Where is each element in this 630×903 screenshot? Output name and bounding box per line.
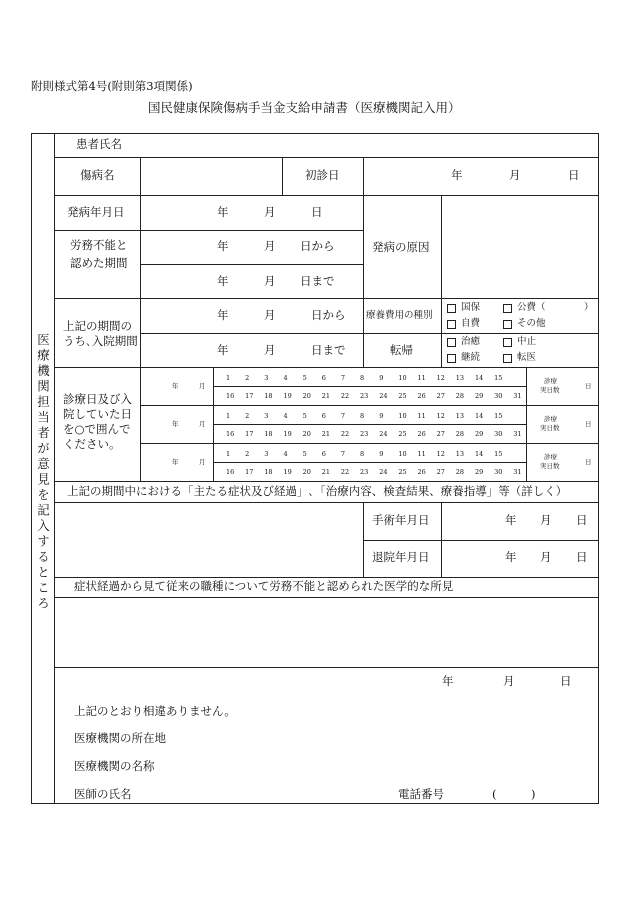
calendar-day[interactable]: 30 [494,430,503,438]
calendar-day[interactable]: 18 [264,468,273,476]
discharge-year: 年 [505,550,517,564]
surgery-year: 年 [505,513,517,527]
patient-name-label: 患者氏名 [76,137,122,151]
inpatient-label-2: うち､入院期間 [63,334,138,348]
calendar-day[interactable]: 24 [379,430,388,438]
certify-text: 上記のとおり相違ありません。 [74,704,236,718]
calendar-day[interactable]: 3 [264,450,269,458]
sign-year: 年 [442,674,454,688]
calendar-day[interactable]: 21 [321,430,331,438]
calendar-day[interactable]: 21 [321,392,331,400]
calendar-day[interactable]: 5 [302,412,307,420]
calendar-day[interactable]: 8 [360,450,365,458]
calendar-day[interactable]: 17 [245,468,254,476]
calendar-day[interactable]: 27 [436,430,445,438]
calendar-day[interactable]: 25 [398,430,407,438]
calendar-day[interactable]: 26 [417,430,426,438]
calendar-day[interactable]: 18 [264,392,273,400]
cost-kouhi-close: ） [584,302,594,313]
calendar-day[interactable]: 22 [340,430,350,438]
calendar-day[interactable]: 22 [340,392,350,400]
calendar-day[interactable]: 28 [455,392,465,400]
medical-opinion-field[interactable] [55,598,598,667]
cost-kokuho-checkbox[interactable] [447,304,456,313]
institution-address-label: 医療機関の所在地 [74,731,166,745]
work-from-month: 月 [264,239,276,253]
visit-days-label-3: を○で囲んで [63,422,131,436]
cause-of-onset-label: 発病の原因 [372,240,430,254]
calendar-day[interactable]: 27 [436,392,445,400]
visit-days-label-4: ください。 [63,437,121,451]
calendar-day[interactable]: 1 [226,412,231,420]
surgery-month: 月 [540,513,552,527]
calendar-day[interactable]: 18 [264,430,273,438]
calendar-day[interactable]: 8 [360,412,365,420]
calendar-day[interactable]: 12 [436,374,445,382]
side-label: 医療機関担当者が意見を記入するところ [35,333,51,612]
surgery-date-field[interactable] [442,503,598,540]
sign-month: 月 [503,674,515,688]
calendar-day[interactable]: 7 [340,374,346,382]
injury-name-label: 傷病名 [80,168,115,182]
calendar-month-label: 月 [199,420,206,428]
cost-kokuho-label: 国保 [461,302,481,313]
calendar-day[interactable]: 6 [321,374,326,382]
work-from-year: 年 [217,239,229,253]
sign-day: 日 [560,674,572,688]
work-until-day: 日まで [300,274,335,288]
first-visit-month: 月 [509,168,521,182]
outcome-continuing-label: 継続 [461,352,481,363]
medical-opinion-label: 症状経過から見て従来の職種について労務不能と認められた医学的な所見 [74,579,454,593]
calendar-day[interactable]: 15 [494,450,503,458]
clinical-days-unit: 日 [585,382,592,390]
calendar-day[interactable]: 28 [455,468,465,476]
calendar-day[interactable]: 2 [245,374,250,382]
calendar-year-label: 年 [172,382,179,390]
cost-jihi-checkbox[interactable] [447,320,456,329]
calendar-day[interactable]: 24 [379,392,388,400]
clinical-days-unit: 日 [585,420,592,428]
calendar-day[interactable]: 13 [455,412,465,420]
clinical-days-label: 実日数 [540,424,560,432]
inpatient-label-1: 上記の期間の [63,319,132,333]
visit-days-label-1: 診療日及び入 [63,392,132,406]
calendar-day[interactable]: 29 [474,392,484,400]
calendar-day[interactable]: 13 [455,450,465,458]
calendar-month-label: 月 [199,458,206,466]
calendar-day[interactable]: 11 [417,450,426,458]
calendar-day[interactable]: 20 [302,392,311,400]
calendar-day[interactable]: 29 [474,430,484,438]
outcome-label: 転帰 [390,343,413,357]
calendar-day[interactable]: 7 [340,450,346,458]
outcome-stopped-checkbox[interactable] [503,338,512,347]
calendar-day[interactable]: 1 [226,374,231,382]
clinical-days-unit: 日 [585,458,592,466]
form-title: 国民健康保険傷病手当金支給申請書（医療機関記入用） [148,100,461,115]
outcome-transfer-checkbox[interactable] [503,354,512,363]
phone-parens: ( ) [492,787,536,801]
calendar-day[interactable]: 11 [417,374,426,382]
clinical-days-label: 実日数 [540,462,560,470]
appendix-label: 附則様式第4号(附則第3項関係) [31,79,193,93]
cause-of-onset-field[interactable] [442,196,598,298]
calendar-day[interactable]: 5 [302,450,307,458]
outcome-continuing-checkbox[interactable] [447,354,456,363]
calendar-day[interactable]: 4 [283,374,288,382]
work-until-year: 年 [217,274,229,288]
cost-other-label: その他 [517,318,546,329]
calendar-day[interactable]: 31 [513,468,522,476]
discharge-day: 日 [576,550,588,564]
calendar-year-label: 年 [172,458,179,466]
calendar-day[interactable]: 10 [398,374,407,382]
first-visit-label: 初診日 [305,168,340,182]
work-incapacity-label-1: 労務不能と [70,238,128,252]
calendar-day[interactable]: 15 [494,374,503,382]
doctor-name-field[interactable] [150,784,390,802]
calendar-day[interactable]: 23 [360,430,369,438]
phone-label: 電話番号 [398,787,444,801]
discharge-date-field[interactable] [442,541,598,577]
calendar-day[interactable]: 10 [398,450,407,458]
calendar-day[interactable]: 2 [245,412,250,420]
calendar-day[interactable]: 11 [417,412,426,420]
calendar-day[interactable]: 24 [379,468,388,476]
calendar-day[interactable]: 20 [302,430,311,438]
outcome-transfer-label: 転医 [517,352,537,363]
outcome-cured-checkbox[interactable] [447,338,456,347]
inpatient-until-month: 月 [264,343,276,357]
calendar-day[interactable]: 25 [398,468,407,476]
work-until-month: 月 [264,274,276,288]
symptoms-field[interactable] [55,503,363,577]
calendar-day[interactable]: 30 [494,468,503,476]
calendar-day[interactable]: 16 [226,468,235,476]
calendar-day[interactable]: 16 [226,392,235,400]
calendar-day[interactable]: 5 [302,374,307,382]
inpatient-from-year: 年 [217,308,229,322]
calendar-day[interactable]: 26 [417,392,426,400]
onset-year: 年 [217,205,229,219]
cost-other-checkbox[interactable] [503,320,512,329]
calendar-day[interactable]: 4 [283,412,288,420]
clinical-days-label: 実日数 [540,386,560,394]
calendar-day[interactable]: 9 [379,412,384,420]
inpatient-until-day: 日まで [311,343,346,357]
onset-day: 日 [311,205,323,219]
discharge-date-label: 退院年月日 [372,550,430,564]
calendar-day[interactable]: 6 [321,412,326,420]
first-visit-year: 年 [451,168,463,182]
onset-month: 月 [264,205,276,219]
inpatient-from-day: 日から [311,308,346,322]
calendar-day[interactable]: 10 [398,412,407,420]
calendar-day[interactable]: 19 [283,468,292,476]
work-from-day: 日から [300,239,335,253]
calendar-day[interactable]: 31 [513,392,522,400]
work-incapacity-label-2: 認めた期間 [70,256,128,270]
calendar-day[interactable]: 3 [264,374,269,382]
inpatient-until-year: 年 [217,343,229,357]
cost-jihi-label: 自費 [461,318,481,329]
calendar-day[interactable]: 14 [474,374,484,382]
calendar-day[interactable]: 9 [379,374,384,382]
calendar-day[interactable]: 31 [513,430,522,438]
calendar-day[interactable]: 1 [226,450,231,458]
calendar-day[interactable]: 14 [474,412,484,420]
calendar-day[interactable]: 12 [436,412,445,420]
clinical-days-label: 診療 [544,415,557,423]
calendar-day[interactable]: 14 [474,450,484,458]
cost-kouhi-checkbox[interactable] [503,304,512,313]
onset-date-field[interactable] [141,196,363,230]
calendar-day[interactable]: 25 [398,392,407,400]
calendar-day[interactable]: 22 [340,468,350,476]
symptoms-header: 上記の期間中における「主たる症状及び経過」､「治療内容、検査結果、療養指導」等（詳しく） [67,484,568,498]
calendar-month-label: 月 [199,382,206,390]
calendar-day[interactable]: 23 [360,392,369,400]
calendar-day[interactable]: 7 [340,412,346,420]
doctor-name-label: 医師の氏名 [74,787,132,801]
injury-name-field[interactable] [141,158,282,195]
institution-address-field[interactable] [180,728,590,748]
first-visit-day: 日 [568,168,580,182]
calendar-day[interactable]: 15 [494,412,503,420]
patient-name-field[interactable] [141,134,598,157]
clinical-days-label: 診療 [544,453,557,461]
institution-name-field[interactable] [180,756,590,776]
calendar-day[interactable]: 8 [360,374,365,382]
calendar-day[interactable]: 2 [245,450,250,458]
surgery-day: 日 [576,513,588,527]
calendar-day[interactable]: 19 [283,392,292,400]
calendar-day[interactable]: 27 [436,468,445,476]
calendar-day[interactable]: 12 [436,450,445,458]
calendar-year-label: 年 [172,420,179,428]
calendar-day[interactable]: 20 [302,468,311,476]
inpatient-from-month: 月 [264,308,276,322]
cost-kouhi-label: 公費（ [517,302,546,313]
calendar-day[interactable]: 19 [283,430,292,438]
calendar-day[interactable]: 17 [245,392,254,400]
calendar-day[interactable]: 26 [417,468,426,476]
outcome-stopped-label: 中止 [517,336,537,347]
discharge-month: 月 [540,550,552,564]
calendar-day[interactable]: 28 [455,430,465,438]
calendar-day[interactable]: 9 [379,450,384,458]
calendar-day[interactable]: 13 [455,374,465,382]
calendar-day[interactable]: 29 [474,468,484,476]
care-cost-type-label: 療養費用の種別 [366,310,433,321]
calendar-day[interactable]: 6 [321,450,326,458]
clinical-days-label: 診療 [544,377,557,385]
onset-date-label: 発病年月日 [67,205,125,219]
surgery-date-label: 手術年月日 [372,513,430,527]
calendar-day[interactable]: 17 [245,430,254,438]
outcome-cured-label: 治癒 [461,336,481,347]
calendar-day[interactable]: 3 [264,412,269,420]
calendar-day[interactable]: 16 [226,430,235,438]
first-visit-field[interactable] [364,158,598,195]
calendar-day[interactable]: 4 [283,450,288,458]
calendar-day[interactable]: 21 [321,468,331,476]
institution-name-label: 医療機関の名称 [74,759,155,773]
calendar-day[interactable]: 30 [494,392,503,400]
calendar-day[interactable]: 23 [360,468,369,476]
visit-days-label-2: 院していた日 [63,407,132,421]
